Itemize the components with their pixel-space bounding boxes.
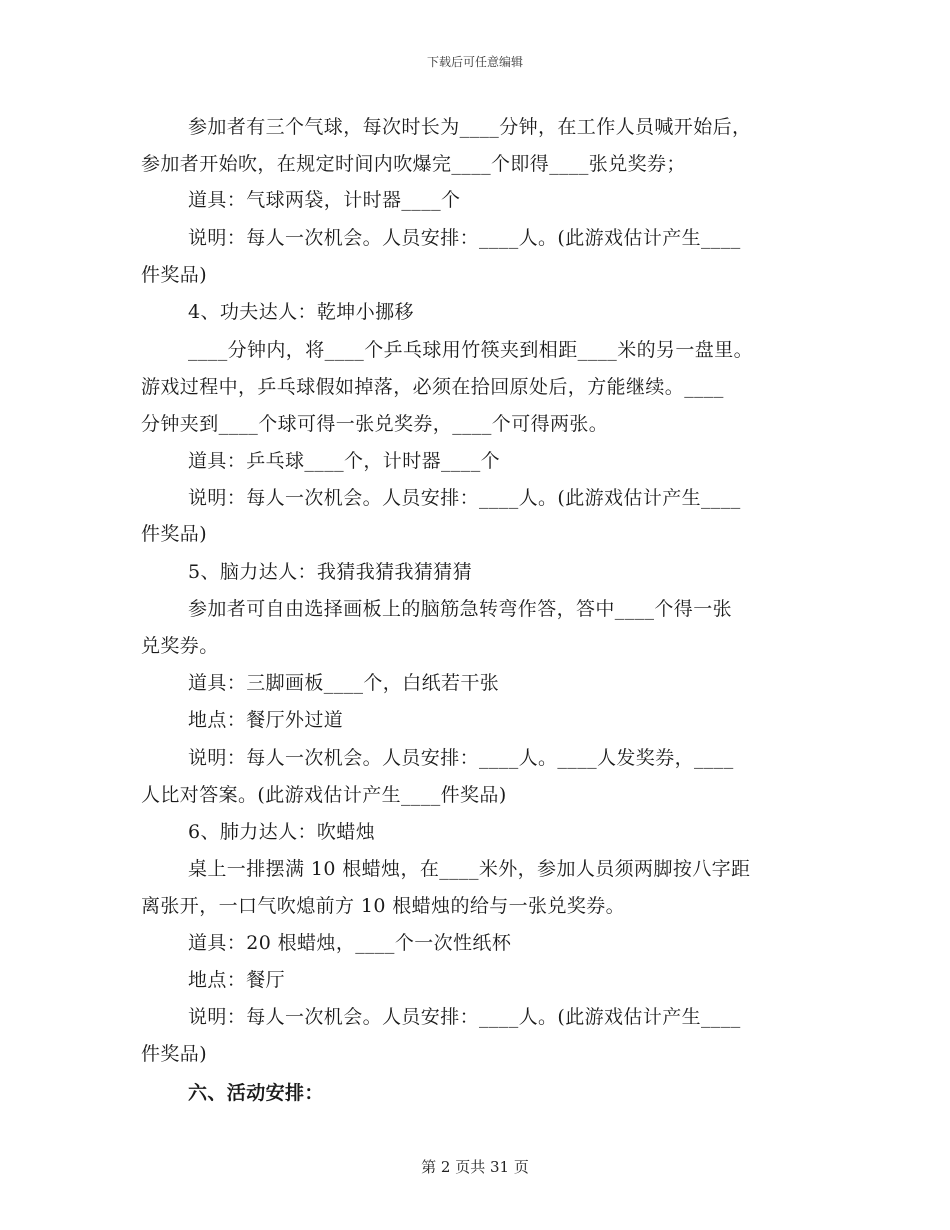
paragraph-line: 参加者有三个气球，每次时长为____分钟，在工作人员喊开始后， [188, 116, 752, 138]
props-line: 道具：三脚画板____个，白纸若干张 [188, 672, 500, 694]
note-line: 人比对答案。(此游戏估计产生____件奖品) [141, 784, 507, 806]
location-line: 地点：餐厅外过道 [188, 709, 344, 731]
page-header: 下载后可任意编辑 [426, 55, 523, 69]
paragraph-line: 参加者可自由选择画板上的脑筋急转弯作答，答中____个得一张 [188, 598, 733, 620]
note-line: 说明：每人一次机会。人员安排：____人。____人发奖券，____ [188, 747, 734, 769]
paragraph-line: 桌上一排摆满 10 根蜡烛，在____米外，参加人员须两脚按八字距 [188, 858, 751, 880]
paragraph-line: 游戏过程中，乒乓球假如掉落，必须在拾回原处后，方能继续。____ [141, 376, 724, 398]
paragraph-line: 分钟夹到____个球可得一张兑奖券，____个可得两张。 [141, 413, 609, 435]
section-heading-4: 4、功夫达人：乾坤小挪移 [188, 301, 414, 323]
paragraph-line: 兑奖券。 [141, 635, 219, 657]
note-line: 说明：每人一次机会。人员安排：____人。(此游戏估计产生____ [188, 487, 741, 509]
note-line: 说明：每人一次机会。人员安排：____人。(此游戏估计产生____ [188, 227, 741, 249]
note-line: 件奖品) [141, 264, 208, 286]
section-heading-5: 5、脑力达人：我猜我猜我猜猜猜 [188, 561, 473, 583]
note-line: 说明：每人一次机会。人员安排：____人。(此游戏估计产生____ [188, 1006, 741, 1028]
paragraph-line: 离张开，一口气吹熄前方 10 根蜡烛的给与一张兑奖券。 [141, 895, 626, 917]
section-heading-six: 六、活动安排： [188, 1082, 324, 1104]
section-heading-6: 6、肺力达人：吹蜡烛 [188, 821, 376, 843]
note-line: 件奖品) [141, 523, 208, 545]
page-footer: 第 2 页共 31 页 [421, 1158, 529, 1176]
note-line: 件奖品) [141, 1043, 208, 1065]
props-line: 道具：气球两袋，计时器____个 [188, 189, 461, 211]
location-line: 地点：餐厅 [188, 969, 286, 991]
props-line: 道具：20 根蜡烛，____个一次性纸杯 [188, 932, 512, 954]
props-line: 道具：乒乓球____个，计时器____个 [188, 450, 501, 472]
paragraph-line: 参加者开始吹，在规定时间内吹爆完____个即得____张兑奖券； [141, 153, 686, 175]
paragraph-line: ____分钟内，将____个乒乓球用竹筷夹到相距____米的另一盘里。 [188, 339, 754, 361]
